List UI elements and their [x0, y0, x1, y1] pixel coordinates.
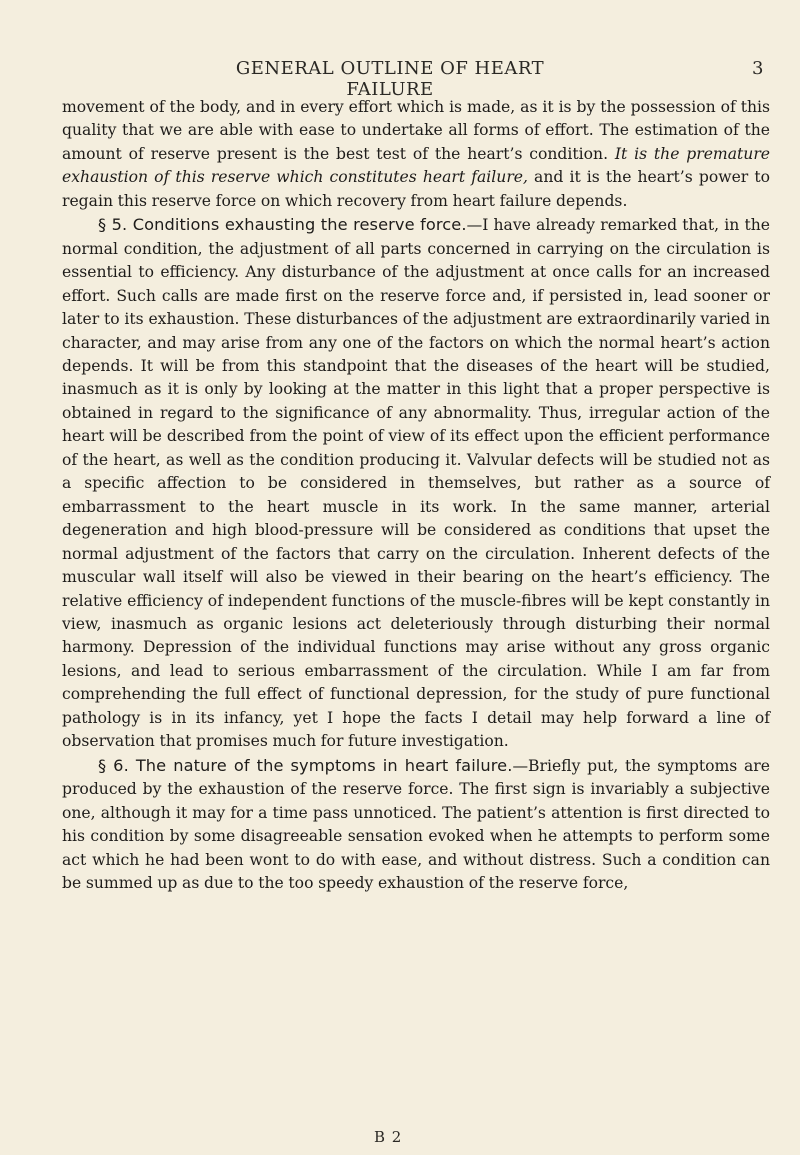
- signature-mark: B 2: [374, 1128, 403, 1146]
- running-head-title: GENERAL OUTLINE OF HEART FAILURE: [235, 58, 545, 100]
- paragraph-text: and it is the heart’s power to regain this reserve force on which recovery from heart failure depends.: [62, 168, 770, 210]
- italic-definition: It is the premature exhaustion of this reserve which constitutes heart failure,: [62, 144, 770, 187]
- section-5-heading: § 5. Conditions exhausting the reserve force.: [98, 215, 467, 235]
- body-text: [62, 96, 770, 895]
- page-number: 3: [752, 58, 764, 79]
- section-5-text: —I have already remarked that, in the normal condition, the adjustment of all parts concerned in carrying on the circulation is essential to efficiency. Any disturbance of the adjustment at once calls for an increased effort. Such calls are made first on the reserve force and, if persisted in, lead sooner or later to its exhaustion. These disturbances of the adjustment are extraordinarily varied in character, and may arise from any one of the factors on which the normal heart’s action depends. It will be from this standpoint that the diseases of the heart will be studied, inasmuch as it is only by looking at the matter in this light that a proper perspective is obtained in regard to the significance of any abnormality. Thus, irregular action of the heart will be described from the point of view of its effect upon the efficient performance of the heart, as well as the condition producing it. Valvular defects will be studied not as a specific affection to be considered in themselves, but rather as a source of embarrassment to the heart muscle in its work. In the same manner, arterial degeneration and high blood-pressure will be considered as conditions that upset the normal adjustment of the factors that carry on the circulation. Inherent defects of the muscular wall itself will also be viewed in their bearing on the heart’s efficiency. The relative efficiency of independent functions of the muscle-fibres will be kept constantly in view, inasmuch as organic lesions act deleteriously through disturbing their normal harmony. Depression of the individual functions may arise without any gross organic lesions, and lead to serious embarrassment of the circulation. While I am far from comprehending the full effect of functional depression, for the study of pure functional pathology is in its infancy, yet I hope the facts I detail may help forward a line of observation that promises much for future investigation.: [62, 216, 770, 751]
- section-6-heading: § 6. The nature of the symptoms in heart failure.: [98, 755, 513, 775]
- section-6-text: —Briefly put, the symptoms are produced by the exhaustion of the reserve force. The first sign is invariably a subjective one, although it may for a time pass unnoticed. The patient’s attention is first directed to his condition by some disagreeable sensation evoked when he attempts to perform some act which he had been wont to do with ease, and without distress. Such a condition can be summed up as due to the too speedy exhaustion of the reserve force,: [62, 756, 770, 892]
- section-5-paragraph: [62, 213, 770, 753]
- paragraph-text: movement of the body, and in every effort which is made, as it is by the possession of this quality that we are able with ease to undertake all forms of effort. The estimation of the amount of reserve present is the best test of the heart’s condition.: [62, 98, 770, 163]
- section-6-paragraph: [62, 754, 770, 896]
- paragraph-continuation: [62, 96, 770, 213]
